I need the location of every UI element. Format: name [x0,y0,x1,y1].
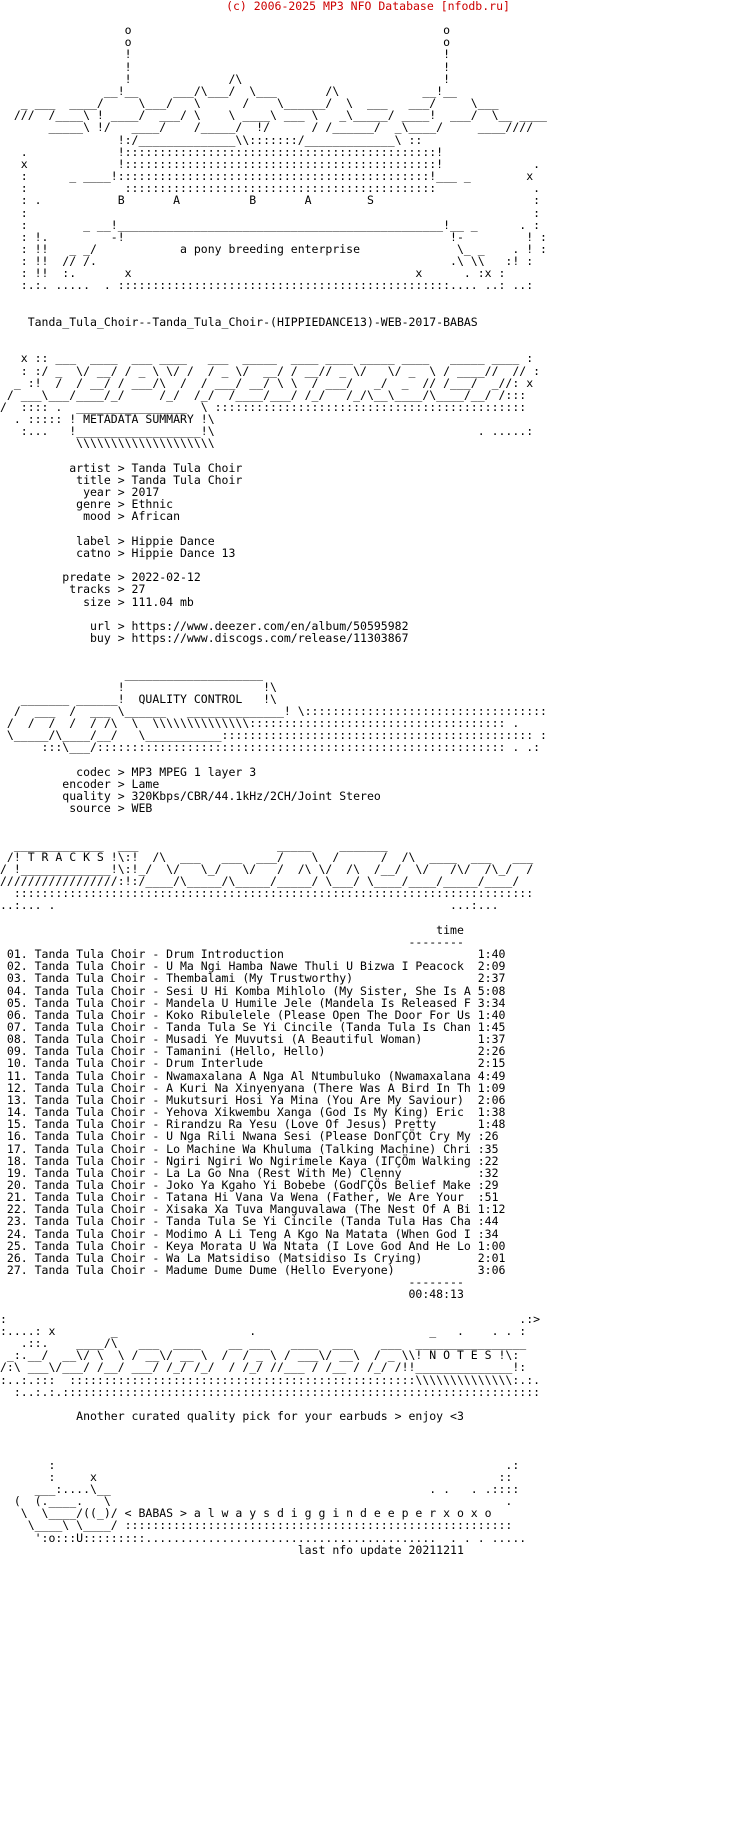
section-art-line: ___:....\__ . . . .:::: [0,1481,520,1496]
metadata-field: tracks > 27 [0,582,146,597]
track-row: 10. Tanda Tula Choir - Drum Interlude 2:15 [0,1056,506,1071]
section-art-line: :..:.::: ::::::::::::::::::::::::::::::::::::::::::::::::::\\\\\\\\\\\\\\:.:. [0,1372,541,1387]
banner-art-line: : . B A B A S : [0,193,541,208]
quality-title: _______ ______! QUALITY CONTROL !\ [0,691,277,706]
track-row: 24. Tanda Tula Choir - Modimo A Li Teng A Kgo Na Matata (When God I :34 [0,1226,499,1241]
track-row: 06. Tanda Tula Choir - Koko Ribulelele (Please Open The Door For Us 1:40 [0,1007,506,1022]
nfo-document [0,12,736,1556]
notes-title: _:.__/ __\/ \ \ / __\/ __ \ / / _ \ / ___\/ __\ / _ \\! N O T E S !\: [0,1348,520,1363]
section-art-line: / ___\___/____/_/ /_/ /_/ /____/___/ /_/ /_/\__\____/\____/__/ /::: [0,387,527,402]
metadata-title: . ::::: ! METADATA SUMMARY !\ [0,412,222,427]
section-art-line: ':o:::U:::::::::.......................................... . . . ..... [0,1530,527,1545]
metadata-field: catno > Hippie Dance 13 [0,545,236,560]
track-row: 01. Tanda Tula Choir - Drum Introduction 1:40 [0,947,506,962]
section-art-line: / / / / / /\ \ \\\\\\\\\\\\\\::::::::::::::::::::::::::::::::::::: . [0,716,520,731]
metadata-field: url > https://www.deezer.com/en/album/50595982 [0,618,409,633]
track-row: 03. Tanda Tula Choir - Thembalami (My Trustworthy) 2:37 [0,971,506,986]
banner-art-line: :.:. ..... . ::::::::::::::::::::::::::::::::::::::::::::::::.... ..: ..: [0,278,534,293]
track-row: 26. Tanda Tula Choir - Wa La Matsidiso (Matsidiso Is Crying) 2:01 [0,1250,506,1265]
time-rule: -------- [0,1275,464,1290]
banner-art-line: : !! :. x x . :x : [0,266,506,281]
banner-art-line: o o [0,23,451,38]
banner-art-line: : _ __!_______________________________________________!__ _ . : [0,217,541,232]
footer-tagline: \ \____/((_)/ < BABAS > a l w a y s d i g g i n d e e p e r x o x o [0,1506,492,1521]
section-art-line: :::\___/::::::::::::::::::::::::::::::::::::::::::::::::::::::::::: . .: [0,740,541,755]
track-row: 05. Tanda Tula Choir - Mandela U Humile Jele (Mandela Is Released F 3:34 [0,995,506,1010]
section-art-line: /:\ ___\/___/ /__/ ___/ /_/ /_/ / /_/ //___ / /__ / /_/ /!!______________!: [0,1360,527,1375]
banner-art-line: /// /____\ ! ____/ ___/ \ \ ____\ ___ \ _\_____/ ____! ___/ \__ ____ [0,108,547,123]
metadata-field: year > 2017 [0,485,160,500]
banner-art-line: : !. -! !- ! : [0,229,547,244]
section-art-line: /////////////////:!:/____/\_____/\_____/_____/ \___/ \____/____/_____/____/ [0,874,520,889]
total-time: 00:48:13 [0,1287,464,1302]
track-row: 02. Tanda Tula Choir - U Ma Ngi Hamba Nawe Thuli U Bizwa I Peacock 2:09 [0,959,506,974]
section-art-line: _ :! / / __/ / ___/\ / / ___/ __/ \ \ / ___/ _/ _ // /___/ _//: x [0,375,534,390]
metadata-field: title > Tanda Tula Choir [0,472,243,487]
time-rule: -------- [0,934,464,949]
metadata-field: artist > Tanda Tula Choir [0,460,243,475]
banner-art-line: !:/______________\\:::::::/_____________\ :: [0,132,423,147]
banner-art-line: o o [0,35,451,50]
metadata-field: genre > Ethnic [0,497,174,512]
section-art-line: / ___ / ___ \______ ______________! \::::::::::::::::::::::::::::::::::: [0,703,547,718]
track-row: 18. Tanda Tula Choir - Ngiri Ngiri Wo Ngirimele Kaya (IΓÇÖm Walking :22 [0,1153,499,1168]
section-art-line: ____________________ [0,667,264,682]
track-row: 13. Tanda Tula Choir - Mukutsuri Hosi Ya Mina (You Are My Saviour) 2:06 [0,1092,506,1107]
banner-art-line: ! ! [0,47,451,62]
section-art-line: x :: ___ ____ ___ ____ ___ _____ ____ ____ _____ ____ _____ ____ : [0,351,534,366]
section-art-line: : x :: [0,1469,513,1484]
track-row: 14. Tanda Tula Choir - Yehova Xikwembu Xanga (God Is My King) Eric 1:38 [0,1105,506,1120]
track-row: 20. Tanda Tula Choir - Joko Ya Kgaho Yi Bobebe (GodΓÇÖs Belief Make :29 [0,1178,499,1192]
track-row: 15. Tanda Tula Choir - Rirandzu Ra Yesu (Love Of Jesus) Pretty 1:48 [0,1117,506,1132]
banner-art-line: : ::::::::::::::::::::::::::::::::::::::::::::: . [0,181,541,196]
section-art-line: : :/ _ \/ __/ / _ \ \/ / / _ \/ __/ / __// _ \/ \/ _ \ / ____// // : [0,363,541,378]
track-row: 07. Tanda Tula Choir - Tanda Tula Se Yi Cincile (Tanda Tula Is Chan 1:45 [0,1019,506,1034]
section-art-line: \____\ \____/ :::::::::::::::::::::::::::::::::::::::::::::::::::::::: [0,1518,513,1533]
banner-art-line: _ ___ ____/ \___/ \ / \______/ \ ___ ___/ \___ [0,96,499,111]
banner-art-line: : !! // /. .\ \\ :! : [0,254,534,269]
banner-art-line: : !! _ _/ a pony breeding enterprise \_ _ . ! : [0,241,547,256]
section-art-line: :..:.:.::::::::::::::::::::::::::::::::::::::::::::::::::::::::::::::::::::: [0,1384,541,1399]
track-row: 19. Tanda Tula Choir - La La Go Nna (Rest With Me) Clenny :32 [0,1165,499,1180]
section-art-line: .::. ____/\ ___ ____ __ ___ ____ ___ ___ ________________ [0,1336,527,1351]
banner-art-line: : _ ____!:::::::::::::::::::::::::::::::::::::::::::::!___ _ x [0,169,534,184]
banner-art-line: __!__ ___/\___/ \___ /\ __!__ [0,83,457,98]
quality-field: source > WEB [0,801,153,816]
release-name: Tanda_Tula_Choir--Tanda_Tula_Choir-(HIPPIEDANCE13)-WEB-2017-BABAS [0,314,478,329]
track-row: 08. Tanda Tula Choir - Musadi Ye Muvutsi (A Beautiful Woman) 1:37 [0,1032,506,1047]
metadata-field: mood > African [0,509,181,524]
track-row: 04. Tanda Tula Choir - Sesi U Hi Komba Mihlolo (My Sister, She Is A 5:08 [0,983,506,998]
track-row: 16. Tanda Tula Choir - U Nga Rili Nwana Sesi (Please DonΓÇÖt Cry My :26 [0,1129,499,1144]
track-row: 23. Tanda Tula Choir - Tanda Tula Se Yi Cincile (Tanda Tula Has Cha :44 [0,1214,499,1229]
nfodb-header: (c) 2006-2025 MP3 NFO Database [nfodb.ru] [226,0,510,13]
section-art-line: / :::: . ________________ \ ::::::::::::::::::::::::::::::::::::::::::::: [0,400,527,414]
time-header: time [0,922,464,937]
quality-field: codec > MP3 MPEG 1 layer 3 [0,764,257,779]
section-art-line: : .: [0,1457,520,1472]
track-row: 22. Tanda Tula Choir - Xisaka Xa Tuva Manguvalawa (The Nest Of A Bi 1:12 [0,1202,506,1217]
section-art-line: / !_____________!\:!_/ \/ \_/ \/ / /\ \/ /\ /__/ \/ /\/ /\_/ / [0,861,534,876]
track-row: 25. Tanda Tula Choir - Keya Morata U Wa Ntata (I Love God And He Lo 1:00 [0,1238,506,1253]
notes-text: Another curated quality pick for your earbuds > enjoy <3 [0,1408,464,1423]
metadata-field: label > Hippie Dance [0,533,215,548]
section-art-line: : .:> [0,1311,541,1326]
metadata-field: size > 111.04 mb [0,594,194,609]
track-row: 17. Tanda Tula Choir - Lo Machine Wa Khuluma (Talking Machine) Chri :35 [0,1141,499,1156]
section-art-line: \\\\\\\\\\\\\\\\\\\\ [0,436,215,451]
banner-art-line: x !:::::::::::::::::::::::::::::::::::::::::::::! . [0,156,541,171]
track-row: 12. Tanda Tula Choir - A Kuri Na Xinyenyana (There Was A Bird In Th 1:09 [0,1080,506,1095]
banner-art-line: ! /\ ! [0,71,451,86]
metadata-field: predate > 2022-02-12 [0,570,201,585]
track-row: 21. Tanda Tula Choir - Tatana Hi Vana Va Wena (Father, We Are Your :51 [0,1190,499,1205]
section-art-line: _____________ ___ _____ _______ [0,837,388,852]
section-art-line: ..:... . ...:... [0,898,499,913]
banner-art-line: : : [0,205,541,220]
section-art-line: :... !__________________!\ . .....: [0,424,534,439]
track-row: 09. Tanda Tula Choir - Tamanini (Hello, Hello) 2:26 [0,1044,506,1059]
banner-art-line: ! ! [0,59,451,74]
track-row: 27. Tanda Tula Choir - Madume Dume Dume (Hello Everyone) 3:06 [0,1263,506,1278]
last-update: last nfo update 20211211 [0,1542,464,1556]
section-art-line: \_____/\____/__/ \___________::::::::::::::::::::::::::::::::::::::::::::: : [0,728,547,743]
section-art-line: ( (.____. \ . [0,1494,513,1509]
section-art-line: :....: x _ . _ . . . : [0,1323,527,1338]
banner-art-line: . !:::::::::::::::::::::::::::::::::::::::::::::! [0,144,444,159]
tracks-title: /! T R A C K S !\:! /\ ___ ___ ___/ \ / / /\ ____ ___ ___ [0,849,534,864]
track-row: 11. Tanda Tula Choir - Nwamaxalana A Nga Al Ntumbuluko (Nwamaxalana 4:49 [0,1068,506,1083]
section-art-line: ! !\ [0,679,277,694]
quality-field: quality > 320Kbps/CBR/44.1kHz/2CH/Joint Stereo [0,789,381,803]
banner-art-line: _____\ !/ ____/ /_____/ !/ / /______/ _\____/ ____//// [0,120,534,135]
quality-field: encoder > Lame [0,776,160,791]
section-art-line: ::::::::::::::::::::::::::::::::::::::::::::::::::::::::::::::::::::::::::: [0,886,534,901]
metadata-field: buy > https://www.discogs.com/release/11303867 [0,630,409,645]
